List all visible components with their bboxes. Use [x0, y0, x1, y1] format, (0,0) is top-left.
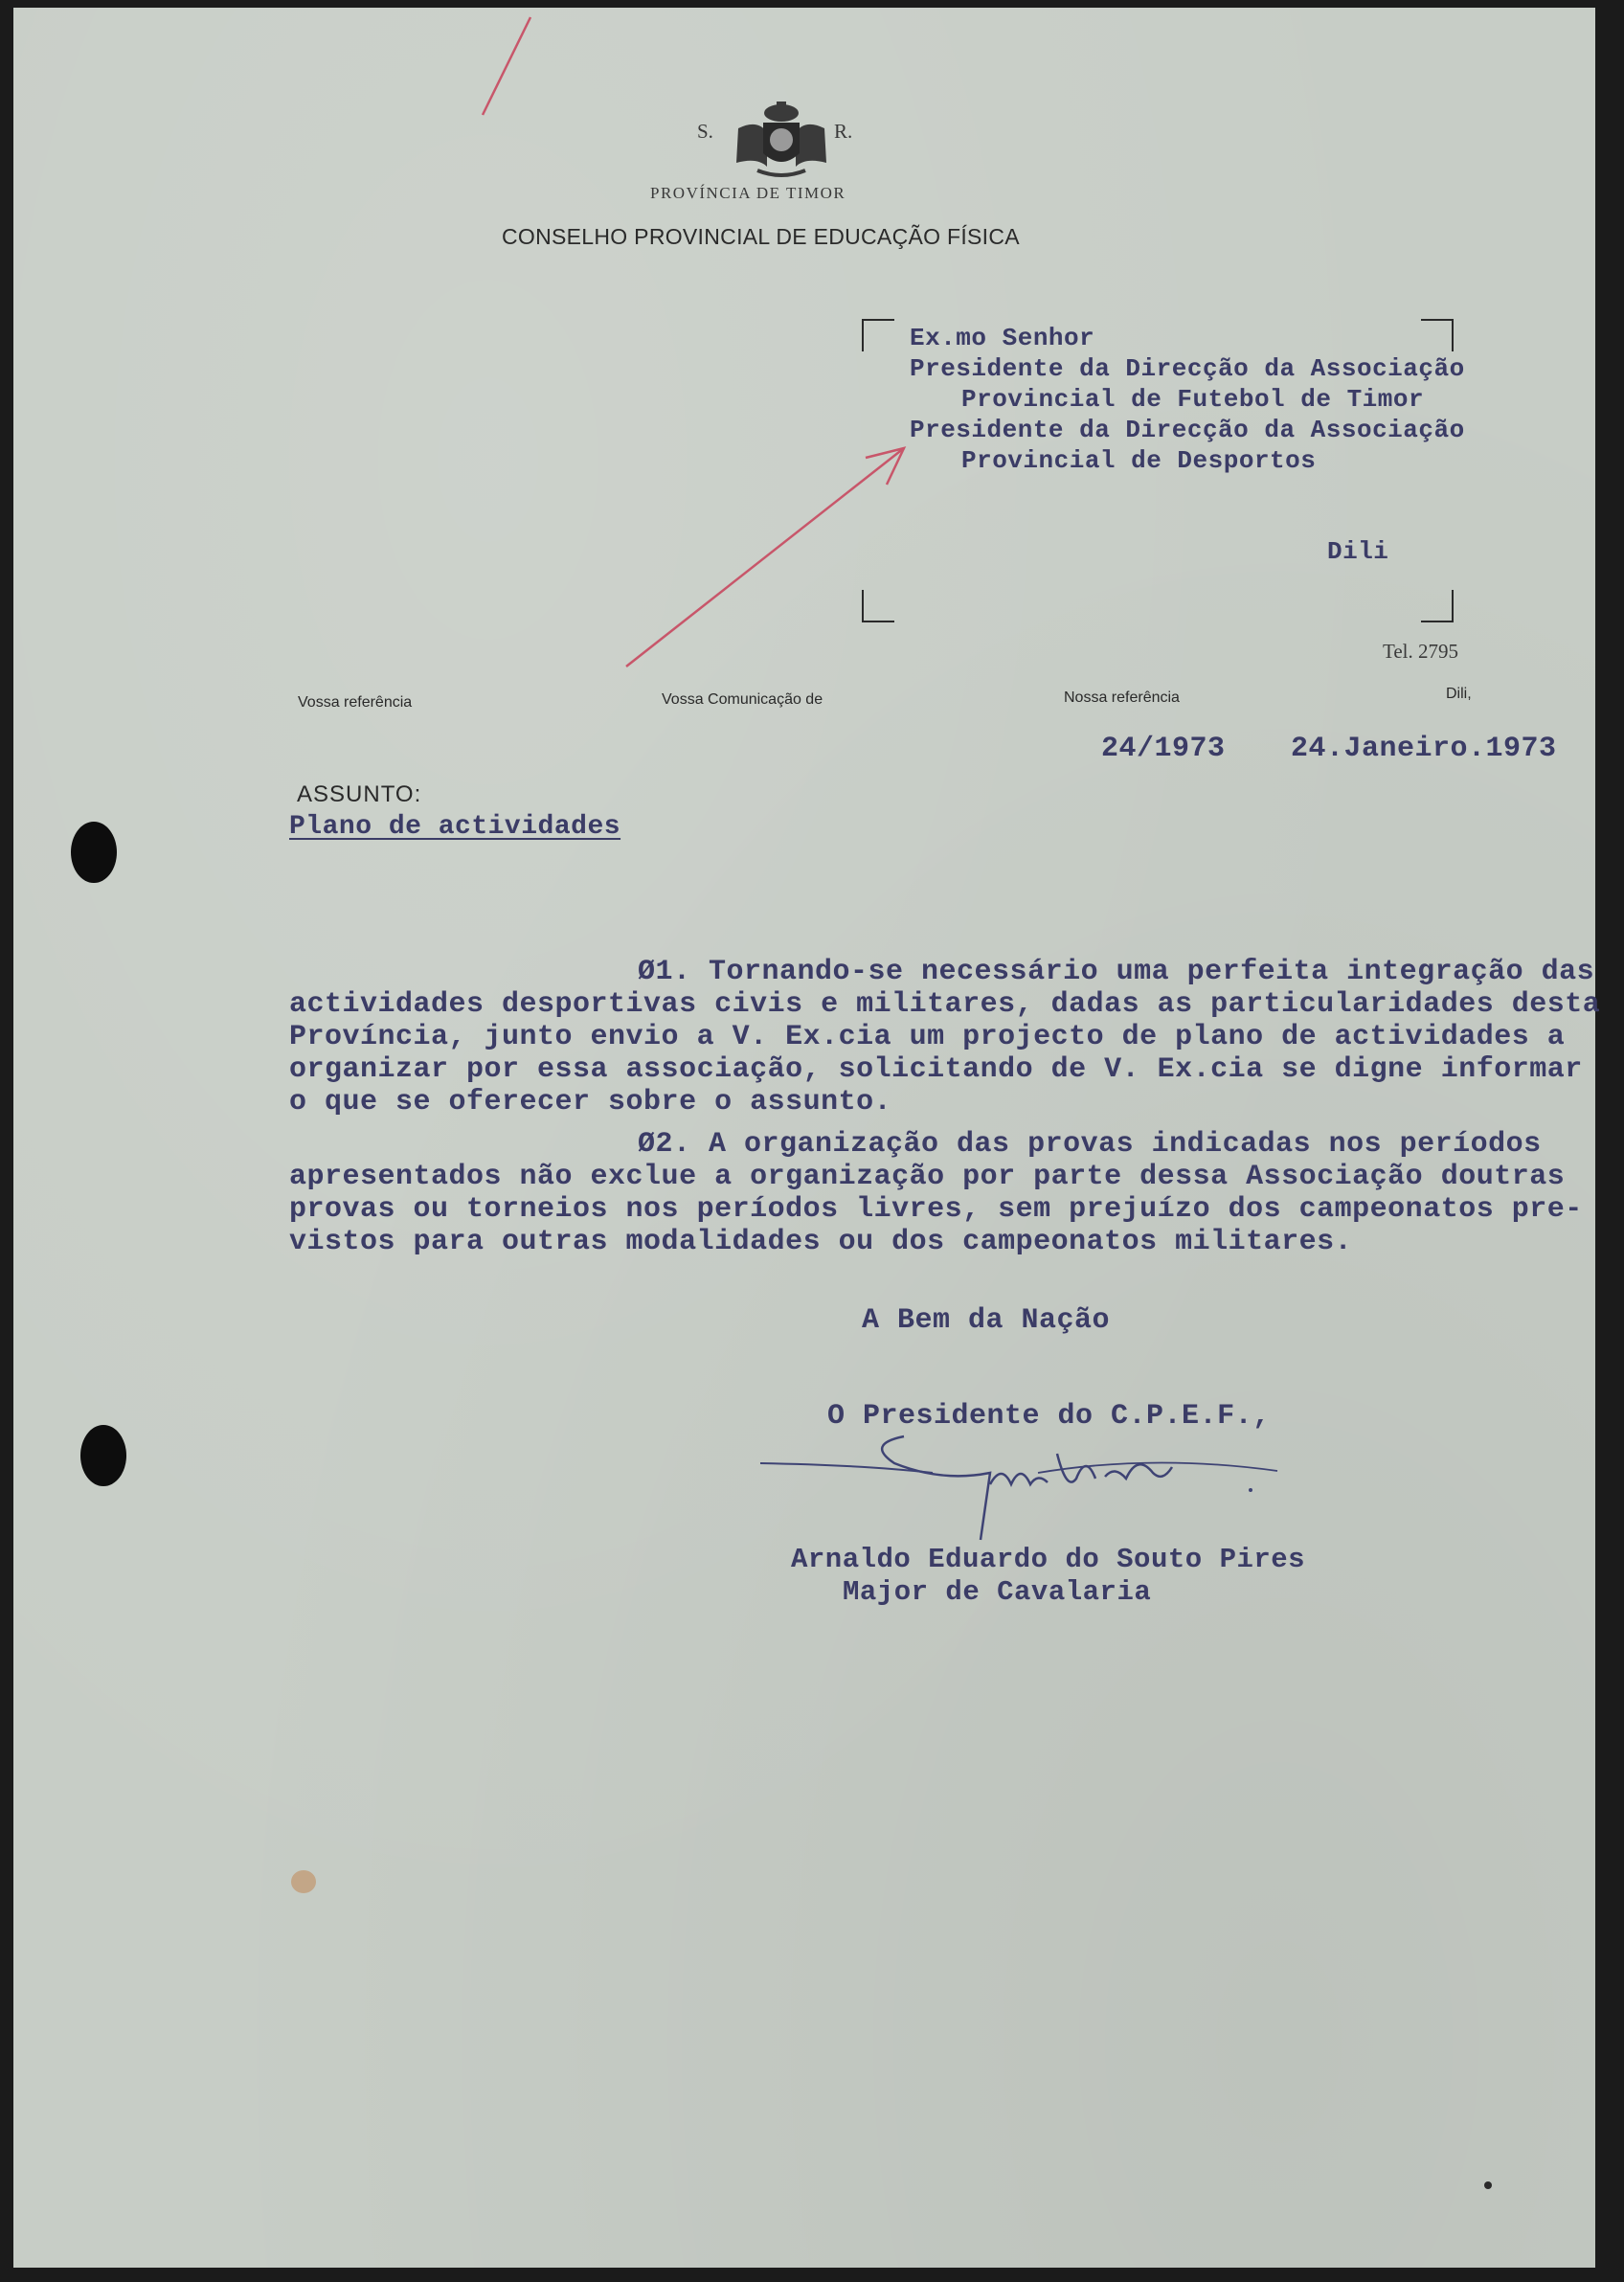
addressee-line-4: Provincial de Desportos: [961, 446, 1317, 475]
paragraph-1-line-2: actividades desportivas civis e militares, dadas as particularidades desta: [289, 988, 1601, 1021]
red-arrow-line: [626, 448, 904, 667]
our-reference-value: 24/1973: [1101, 733, 1226, 765]
label-your-communication: Vossa Comunicação de: [662, 691, 823, 708]
signatory-rank: Major de Cavalaria: [843, 1576, 1152, 1608]
subject-label: ASSUNTO:: [297, 781, 422, 807]
letterhead-left-mark: S.: [697, 120, 713, 143]
closing-salutation: A Bem da Nação: [862, 1304, 1111, 1337]
address-bracket-top-left: [862, 319, 894, 351]
addressee-line-3: Presidente da Direcção da Associação: [910, 416, 1465, 444]
paragraph-2-line-2: apresentados não exclue a organização por parte dessa Associação doutras: [289, 1161, 1566, 1193]
paragraph-1-line-3: Província, junto envio a V. Ex.cia um projecto de plano de actividades a: [289, 1021, 1566, 1053]
label-our-reference: Nossa referência: [1064, 689, 1180, 706]
label-place: Dili,: [1446, 686, 1472, 702]
addressee-line-1: Presidente da Direcção da Associação: [910, 354, 1465, 383]
council-name: CONSELHO PROVINCIAL DE EDUCAÇÃO FÍSICA: [502, 224, 1020, 249]
signatory-title: O Presidente do C.P.E.F.,: [827, 1400, 1271, 1433]
handwritten-signature: [751, 1415, 1287, 1559]
telephone: Tel. 2795: [1383, 640, 1459, 663]
province-name: PROVÍNCIA DE TIMOR: [650, 184, 846, 202]
addressee-city: Dili: [1327, 537, 1389, 566]
paragraph-2-line-1: Ø2. A organização das provas indicadas nos períodos: [638, 1128, 1542, 1161]
letterhead-right-mark: R.: [834, 120, 853, 143]
addressee-line-2: Provincial de Futebol de Timor: [961, 385, 1425, 414]
address-bracket-bottom-right: [1421, 590, 1454, 622]
label-your-reference: Vossa referência: [298, 694, 413, 711]
paragraph-2-line-3: provas ou torneios nos períodos livres, sem prejuízo dos campeonatos pre-: [289, 1193, 1583, 1226]
paragraph-1-line-4: organizar por essa associação, solicitando de V. Ex.cia se digne informar: [289, 1053, 1583, 1086]
red-mark-top: [483, 17, 530, 115]
subject-text: Plano de actividades: [289, 812, 621, 842]
signatory-name: Arnaldo Eduardo do Souto Pires: [791, 1544, 1306, 1575]
address-bracket-top-right: [1421, 319, 1454, 351]
paragraph-1-line-1: Ø1. Tornando-se necessário uma perfeita integração das: [638, 956, 1595, 988]
coat-of-arms-icon: [729, 100, 834, 180]
ink-speck: [1484, 2181, 1492, 2189]
paragraph-2-line-4: vistos para outras modalidades ou dos campeonatos militares.: [289, 1226, 1353, 1258]
addressee-salutation: Ex.mo Senhor: [910, 324, 1095, 352]
address-bracket-bottom-left: [862, 590, 894, 622]
paragraph-1-line-5: o que se oferecer sobre o assunto.: [289, 1086, 892, 1118]
date-value: 24.Janeiro.1973: [1291, 733, 1557, 765]
document-page: [13, 8, 1601, 2268]
